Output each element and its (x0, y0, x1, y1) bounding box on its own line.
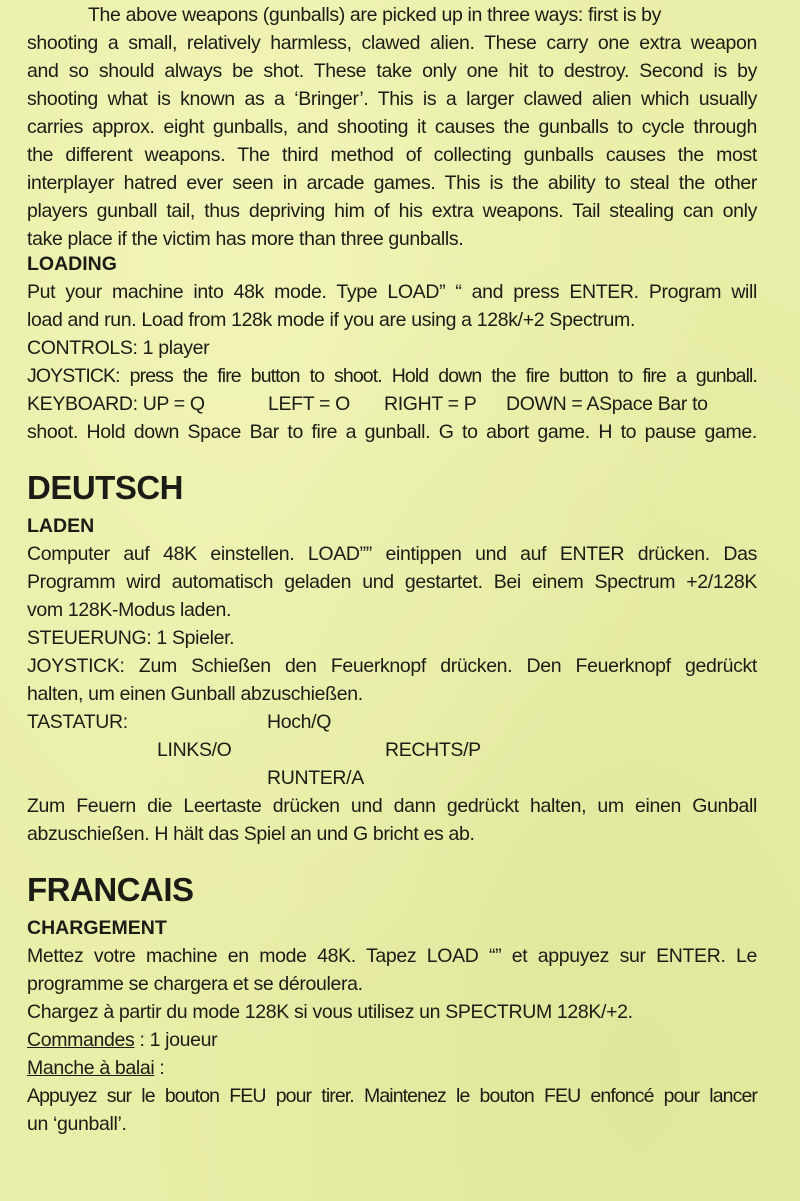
loading-heading: LOADING (27, 253, 117, 275)
keyboard-line-2: shoot. Hold down Space Bar to fire a gunball. G to abort game. H to pause game. (27, 421, 757, 443)
intro-line-2: shooting a small, relatively harmless, clawed alien. These carry one extra weapon (27, 32, 757, 54)
keyboard-left: LEFT = O (268, 393, 350, 415)
loading-line-1: Put your machine into 48k mode. Type LOAD” “ and press ENTER. Program will (27, 281, 757, 303)
intro-line-6: the different weapons. The third method of collecting gunballs causes the most (27, 144, 757, 166)
chargement-line-3: Chargez à partir du mode 128K si vous utilisez un SPECTRUM 128K/+2. (27, 1001, 633, 1023)
laden-line-3: vom 128K-Modus laden. (27, 599, 232, 621)
tastatur-left: LINKS/O (157, 739, 232, 761)
intro-line-7: interplayer hatred ever seen in arcade games. This is the ability to steal the other (27, 172, 757, 194)
fr-feu-line-1: Appuyez sur le bouton FEU pour tirer. Maintenez le bouton FEU enfoncé pour lancer (27, 1085, 757, 1107)
manche-label: Manche à balai (27, 1057, 155, 1079)
laden-line-2: Programm wird automatisch geladen und gestartet. Bei einem Spectrum +2/128K (27, 571, 757, 593)
laden-line-1: Computer auf 48K einstellen. LOAD”” eintippen und auf ENTER drücken. Das (27, 543, 757, 565)
controls-line: CONTROLS: 1 player (27, 337, 210, 359)
commandes-label: Commandes (27, 1029, 135, 1051)
tastatur-up: Hoch/Q (267, 711, 332, 733)
de-joystick-line-2: halten, um einen Gunball abzuschießen. (27, 683, 363, 705)
keyboard-down: DOWN = ASpace Bar to (506, 393, 708, 415)
intro-line-1: The above weapons (gunballs) are picked up in three ways: first is by (88, 4, 662, 26)
intro-line-9: take place if the victim has more than three gunballs. (27, 228, 464, 250)
tastatur-down: RUNTER/A (267, 767, 364, 789)
steuerung-line: STEUERUNG: 1 Spieler. (27, 627, 235, 649)
loading-line-2: load and run. Load from 128k mode if you are using a 128k/+2 Spectrum. (27, 309, 636, 331)
chargement-heading: CHARGEMENT (27, 917, 167, 939)
de-fire-line-1: Zum Feuern die Leertaste drücken und dann gedrückt halten, um einen Gunball (27, 795, 757, 817)
tastatur-label: TASTATUR: (27, 711, 128, 733)
tastatur-right: RECHTS/P (385, 739, 481, 761)
francais-heading: FRANCAIS (27, 871, 194, 908)
chargement-line-1: Mettez votre machine en mode 48K. Tapez LOAD “” et appuyez sur ENTER. Le (27, 945, 757, 967)
de-joystick-line-1: JOYSTICK: Zum Schießen den Feuerknopf drücken. Den Feuerknopf gedrückt (27, 655, 757, 677)
intro-line-3: and so should always be shot. These take only one hit to destroy. Second is by (27, 60, 757, 82)
laden-heading: LADEN (27, 515, 95, 537)
intro-line-8: players gunball tail, thus depriving him of his extra weapons. Tail stealing can only (27, 200, 757, 222)
commandes-rest: : 1 joueur (134, 1029, 218, 1051)
chargement-line-2: programme se chargera et se déroulera. (27, 973, 363, 995)
manche-rest: : (154, 1057, 165, 1079)
intro-line-4: shooting what is known as a ‘Bringer’. This is a larger clawed alien which usually (27, 88, 757, 110)
commandes-line (27, 1026, 757, 1054)
deutsch-heading: DEUTSCH (27, 469, 184, 506)
manche-line (27, 1054, 757, 1082)
keyboard-label: KEYBOARD: UP = Q (27, 393, 205, 415)
joystick-line: JOYSTICK: press the fire button to shoot. Hold down the fire button to fire a gunball. (27, 365, 757, 387)
fr-feu-line-2: un ‘gunball’. (27, 1113, 127, 1135)
keyboard-right: RIGHT = P (384, 393, 477, 415)
intro-line-5: carries approx. eight gunballs, and shooting it causes the gunballs to cycle through (27, 116, 757, 138)
de-fire-line-2: abzuschießen. H hält das Spiel an und G bricht es ab. (27, 823, 475, 845)
